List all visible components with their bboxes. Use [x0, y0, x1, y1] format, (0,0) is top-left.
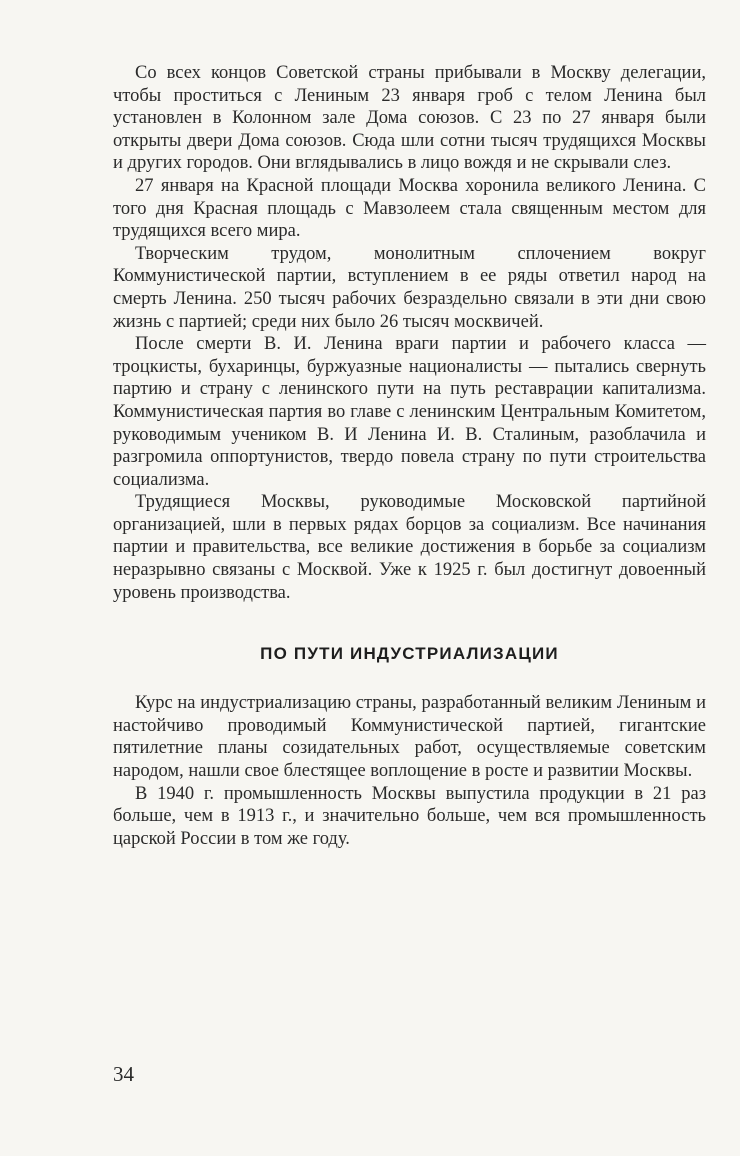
paragraph-moscow-workers: Трудящиеся Москвы, руководимые Московской партийной организацией, шли в первых рядах борцов за социализм. Все начинания партии и правительства, все великие достижения в борьбе за социализм неразрывно связаны с Москвой. Уже к 1925 г. был достигнут довоенный уровень производства. — [113, 492, 706, 603]
paragraph-funeral: 27 января на Красной площади Москва хоронила великого Ленина. С того дня Красная площадь с Мавзолеем стала священным местом для трудящихся всего мира. — [113, 175, 706, 242]
book-page — [113, 62, 706, 850]
paragraph-industrialization: Курс на индустриализацию страны, разработанный великим Лениным и настойчиво проводимый Коммунистической партией, гигантские пятилетние планы созидательных работ, осуществляемые советским народом, нашли свое блестящее воплощение в росте и развитии Москвы. — [113, 693, 706, 782]
section-heading: ПО ПУТИ ИНДУСТРИАЛИЗАЦИИ — [260, 644, 559, 664]
paragraph-industry-1940: В 1940 г. промышленность Москвы выпустила продукции в 21 раз больше, чем в 1913 г., и значительно больше, чем вся промышленность царской России в том же году. — [113, 783, 706, 849]
paragraph-after-death: После смерти В. И. Ленина враги партии и рабочего класса — троцкисты, бухаринцы, буржуазные националисты — пытались свернуть партию и страну с ленинского пути на путь реставрации капитализма. Коммунистическая партия во главе с ленинским Центральным Комитетом, руководимым учеником В. И Ленина И. В. Сталиным, разоблачила и разгромила оппортунистов, твердо повела страну по пути строительства социализма. — [113, 334, 706, 490]
paragraph-delegations: Со всех концов Советской страны прибывали в Москву делегации, чтобы проститься с Лениным 23 января гроб с телом Ленина был установлен в Колонном зале Дома союзов. С 23 по 27 января были открыты двери Дома союзов. Сюда шли сотни тысяч трудящихся Москвы и других городов. Они вглядывались в лицо вождя и не скрывали слез. — [113, 63, 706, 174]
page-number: 34 — [113, 1062, 134, 1086]
paragraph-party-response: Творческим трудом, монолитным сплочением вокруг Коммунистической партии, вступлением в ее ряды ответил народ на смерть Ленина. 250 тысяч рабочих безраздельно связали в эти дни свою жизнь с партией; среди них было 26 тысяч москвичей. — [113, 243, 706, 332]
